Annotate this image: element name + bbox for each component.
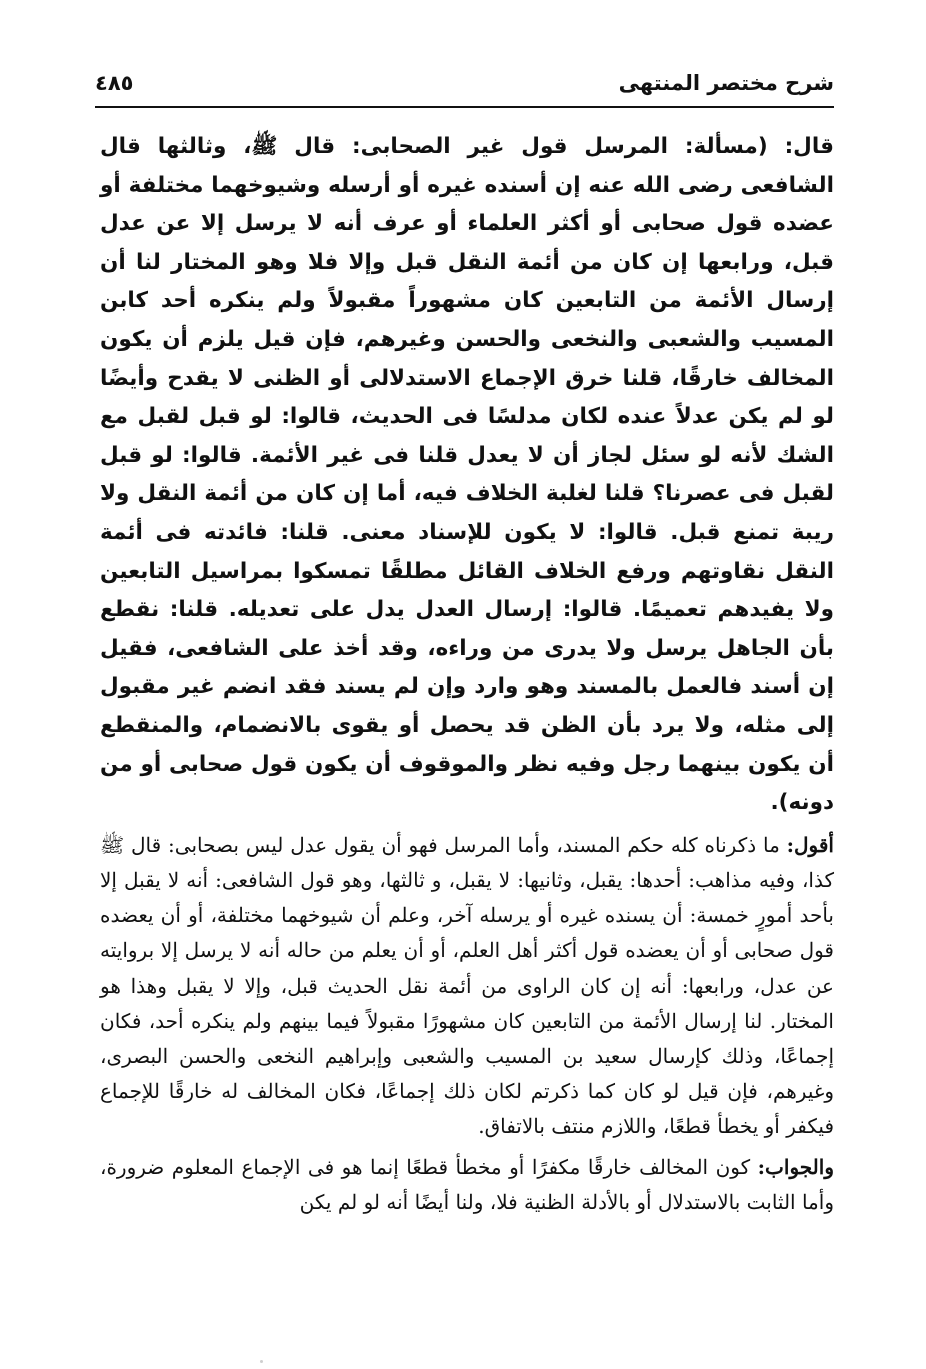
commentary-paragraph-1 [100, 828, 834, 1145]
page-number: ٤٨٥ [95, 71, 134, 95]
commentary-text-1: ما ذكرناه كله حكم المسند، وأما المرسل فهو أن يقول عدل ليس بصحابى: قال ﷺ كذا، وفيه مذاهب: أحدها: يقبل، وثانيها: لا يقبل، و ثالثها، وهو قول الشافعى: أنه لا يقبل إلا بأحد أمورٍ خمسة: أن يسنده غيره أو يرسله آخر، وعلم أن شيوخهما مختلفة، أو أن يعضده قول صحابى أو أن يعضده قول أكثر أهل العلم، أو أن يعلم من حاله أنه لا يرسل إلا بروايته عن عدل، ورابعها: أنه إن كان الراوى من أئمة نقل الحديث قبل، وإلا لا يقبل وهذا هو المختار. لنا إرسال الأئمة من التابعين كان مشهورًا مقبولاً فيما بينهم ولم ينكره أحد، فكان إجماعًا، وذلك كإرسال سعيد بن المسيب والشعبى وإبراهيم النخعى والحسن البصرى، وغيرهم، فإن قيل لو كان كما ذكرتم لكان ذلك إجماعًا، فكان المخالف له خارقًا للإجماع فيكفر أو يخطأ قطعًا، واللازم منتف بالاتفاق. [100, 832, 834, 1139]
running-title: شرح مختصر المنتهى [618, 71, 834, 95]
page-header [95, 66, 834, 100]
matn-paragraph: قال: (مسألة: المرسل قول غير الصحابى: قال ﷺ، وثالثها قال الشافعى رضى الله عنه إن أسنده غيره أو أرسله وشيوخهما مختلفة أو عضده قول صحابى أو أكثر العلماء أو عرف أنه لا يرسل إلا عن عدل قبل، ورابعها إن كان من أئمة النقل قبل وإلا فلا وهو المختار لنا أن إرسال الأئمة من التابعين كان مشهوراً مقبولاً ولم ينكره أحد كابن المسيب والشعبى والنخعى والحسن وغيرهم، فإن قيل يلزم أن يكون المخالف خارقًا، قلنا خرق الإجماع الاستدلالى أو الظنى لا يقدح وأيضًا لو لم يكن عدلاً عنده لكان مدلسًا فى الحديث، قالوا: لو قبل لقبل مع الشك لأنه لو سئل لجاز أن لا يعدل قلنا فى غير الأئمة. قالوا: لو قبل لقبل فى عصرنا؟ قلنا لغلبة الخلاف فيه، أما إن كان من أئمة النقل ولا ريبة تمنع قبل. قالوا: لا يكون للإسناد معنى. قلنا: فائدته فى أئمة النقل نقاوتهم ورفع الخلاف القائل مطلقًا تمسكوا بمراسيل التابعين ولا يفيدهم تعميمًا. قالوا: إرسال العدل يدل على تعديله. قلنا: نقطع بأن الجاهل يرسل ولا يدرى من وراءه، وقد أخذ على الشافعى، فقيل إن أسند فالعمل بالمسند وهو وارد وإن لم يسند فقد انضم غير مقبول إلى مثله، ولا يرد بأن الظن قد يحصل أو يقوى بالانضمام، والمنقطع أن يكون بينهما رجل وفيه نظر والموقوف أن يكون قول صحابى أو من دونه). [100, 134, 834, 816]
header-rule [95, 106, 834, 108]
commentary-lead-aqulu: أقول: [786, 832, 834, 857]
commentary-paragraph-2 [100, 1150, 834, 1220]
commentary-text-2: كون المخالف خارقًا مكفرًا أو مخطأ قطعًا إنما هو فى الإجماع المعلوم ضرورة، وأما الثابت بالاستدلال أو بالأدلة الظنية فلا، ولنا أيضًا أنه لو لم يكن [100, 1154, 834, 1214]
page-body [100, 128, 834, 1220]
commentary-lead-jawab: والجواب: [757, 1154, 834, 1179]
scan-speck [260, 1360, 263, 1363]
